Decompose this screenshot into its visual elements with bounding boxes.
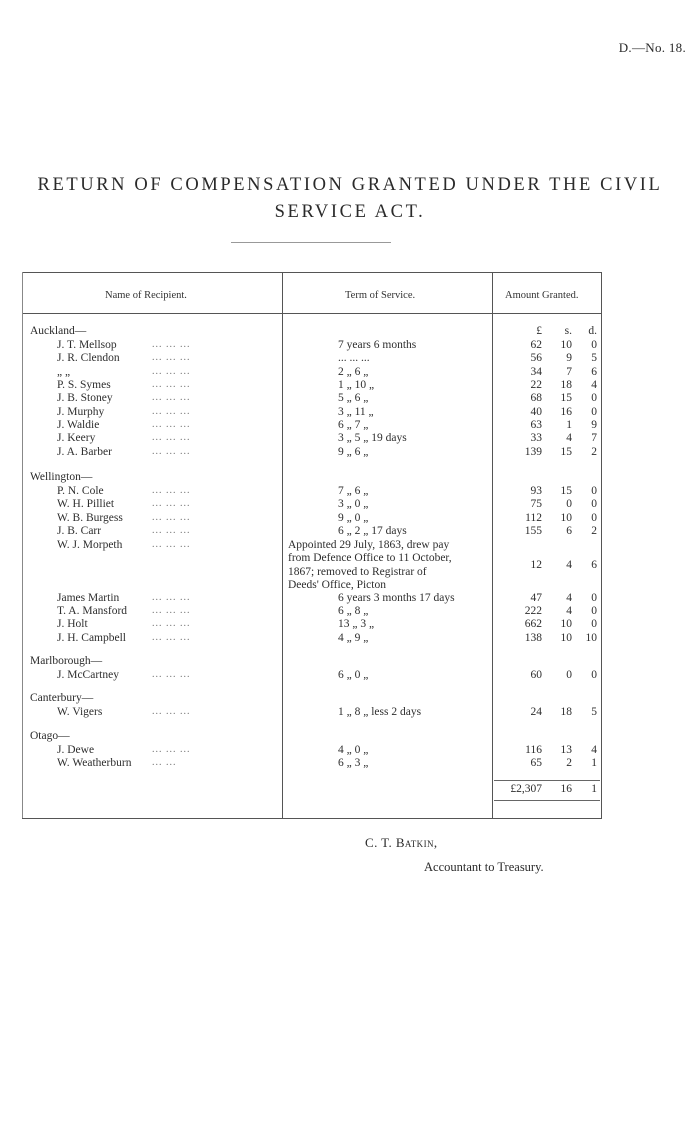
recipient-name: J. Waldie [57, 419, 100, 431]
document-title-line-1: RETURN OF COMPENSATION GRANTED UNDER THE CIVIL [37, 175, 663, 195]
amount-pounds: 112 [525, 512, 542, 524]
column-header-term: Term of Service. [345, 290, 416, 301]
recipient-name: W. B. Burgess [57, 512, 123, 524]
term-of-service: 3 „ 5 „ 19 days [338, 432, 407, 444]
leader-dots: ... ... ... [152, 352, 191, 363]
amount-pounds: 34 [530, 366, 542, 378]
amount-shillings: 9 [566, 352, 572, 364]
term-of-service: 1 „ 10 „ [338, 379, 375, 391]
amount-shillings: 15 [560, 392, 572, 404]
amount-pounds: 222 [524, 605, 542, 617]
leader-dots: ... ... ... [152, 744, 191, 755]
amount-pence: 0 [591, 392, 597, 404]
amount-pounds: 24 [530, 706, 542, 718]
recipient-name: J. B. Stoney [57, 392, 113, 404]
amount-pence: 0 [591, 669, 597, 681]
recipient-name: J. Holt [57, 618, 88, 630]
currency-shillings-header: s. [564, 325, 572, 337]
document-reference: D.—No. 18. [618, 40, 686, 55]
amount-pence: 0 [591, 592, 597, 604]
amount-pence: 5 [591, 352, 597, 364]
recipient-name: J. Dewe [57, 744, 95, 756]
recipient-name: W. Vigers [57, 706, 103, 718]
recipient-name: W. H. Pilliet [57, 498, 115, 510]
leader-dots: ... ... ... [152, 669, 191, 680]
amount-pounds: 662 [524, 618, 542, 630]
total-rule-top [494, 780, 600, 781]
amount-shillings: 7 [566, 366, 572, 378]
leader-dots: ... ... [152, 757, 177, 768]
signatory-title: Accountant to Treasury. [424, 860, 544, 874]
amount-pounds: 65 [530, 757, 542, 769]
term-of-service: 7 years 6 months [338, 339, 417, 351]
amount-shillings: 4 [566, 432, 572, 444]
term-of-service: 6 years 3 months 17 days [338, 592, 455, 604]
table-header-separator [22, 313, 602, 314]
leader-dots: ... ... ... [152, 618, 191, 629]
recipient-name: J. Murphy [57, 406, 105, 418]
amount-pence: 6 [591, 559, 597, 571]
total-pounds: £2,307 [510, 783, 542, 795]
amount-pounds: 68 [530, 392, 542, 404]
leader-dots: ... ... ... [152, 379, 191, 390]
term-of-service: 5 „ 6 „ [338, 392, 369, 404]
term-of-service: 13 „ 3 „ [338, 618, 375, 630]
column-divider-3 [601, 272, 602, 818]
group-marlborough: Marlborough— [30, 655, 103, 667]
amount-pounds: 22 [530, 379, 542, 391]
term-of-service: 6 „ 7 „ [338, 419, 369, 431]
group-otago: Otago— [30, 730, 70, 742]
column-divider-2 [492, 272, 493, 818]
recipient-name: W. J. Morpeth [57, 539, 123, 551]
leader-dots: ... ... ... [152, 419, 191, 430]
amount-shillings: 6 [566, 525, 572, 537]
term-of-service: 3 „ 0 „ [338, 498, 369, 510]
amount-shillings: 10 [560, 632, 572, 644]
amount-shillings: 15 [560, 485, 572, 497]
column-divider-1 [282, 272, 283, 818]
group-auckland: Auckland— [30, 325, 87, 337]
recipient-name: James Martin [57, 592, 120, 604]
leader-dots: ... ... ... [152, 446, 191, 457]
amount-pence: 0 [591, 406, 597, 418]
amount-pounds: 63 [530, 419, 542, 431]
amount-pounds: 75 [530, 498, 542, 510]
amount-pence: 9 [591, 419, 597, 431]
amount-pence: 4 [591, 379, 597, 391]
amount-pence: 0 [591, 605, 597, 617]
amount-shillings: 1 [566, 419, 572, 431]
term-of-service: 6 „ 3 „ [338, 757, 369, 769]
amount-pence: 0 [591, 339, 597, 351]
amount-pounds: 155 [524, 525, 542, 537]
recipient-name: W. Weatherburn [57, 757, 132, 769]
signatory-initials: C. T. [365, 835, 396, 850]
amount-pounds: 47 [530, 592, 542, 604]
term-of-service: 4 „ 9 „ [338, 632, 369, 644]
signatory-surname: Batkin, [395, 835, 438, 850]
total-rule-bottom [494, 800, 600, 801]
amount-pence: 5 [591, 706, 597, 718]
recipient-name: „ „ [57, 366, 71, 378]
amount-pence: 1 [591, 757, 597, 769]
amount-shillings: 13 [560, 744, 572, 756]
recipient-name: J. A. Barber [57, 446, 112, 458]
term-of-service-line: from Defence Office to 11 October, [288, 552, 452, 565]
amount-pence: 2 [591, 446, 597, 458]
document-title-line-2: SERVICE ACT. [274, 202, 426, 222]
table-left-border [22, 272, 23, 818]
term-of-service-line: 1867; removed to Registrar of [288, 565, 427, 578]
total-shillings: 16 [560, 783, 572, 795]
amount-pence: 0 [591, 512, 597, 524]
term-of-service: 3 „ 11 „ [338, 406, 374, 418]
recipient-name: J. B. Carr [57, 525, 102, 537]
recipient-name: T. A. Mansford [57, 605, 128, 617]
total-pence: 1 [591, 783, 597, 795]
leader-dots: ... ... ... [152, 525, 191, 536]
amount-shillings: 0 [566, 498, 572, 510]
amount-pounds: 116 [525, 744, 542, 756]
leader-dots: ... ... ... [152, 485, 191, 496]
currency-pounds-header: £ [536, 325, 542, 337]
recipient-name: J. H. Campbell [57, 632, 126, 644]
amount-shillings: 10 [560, 512, 572, 524]
term-of-service: 4 „ 0 „ [338, 744, 369, 756]
term-of-service: 7 „ 6 „ [338, 485, 369, 497]
signatory-name [365, 835, 438, 851]
leader-dots: ... ... ... [152, 339, 191, 350]
amount-pence: 10 [585, 632, 597, 644]
amount-pence: 4 [591, 744, 597, 756]
amount-shillings: 16 [560, 406, 572, 418]
leader-dots: ... ... ... [152, 512, 191, 523]
leader-dots: ... ... ... [152, 539, 191, 550]
column-header-amount: Amount Granted. [505, 290, 579, 301]
recipient-name: J. R. Clendon [57, 352, 120, 364]
amount-shillings: 4 [566, 605, 572, 617]
term-of-service: 6 „ 2 „ 17 days [338, 525, 407, 537]
leader-dots: ... ... ... [152, 632, 191, 643]
amount-pence: 0 [591, 498, 597, 510]
amount-pence: 7 [591, 432, 597, 444]
recipient-name: P. N. Cole [57, 485, 104, 497]
term-of-service: 6 „ 0 „ [338, 669, 369, 681]
recipient-name: J. McCartney [57, 669, 119, 681]
table-top-border [22, 272, 602, 273]
leader-dots: ... ... ... [152, 706, 191, 717]
amount-pounds: 139 [524, 446, 542, 458]
amount-pence: 0 [591, 618, 597, 630]
term-of-service: 1 „ 8 „ less 2 days [338, 706, 422, 718]
term-of-service: 6 „ 8 „ [338, 605, 369, 617]
amount-pence: 2 [591, 525, 597, 537]
amount-pounds: 33 [530, 432, 542, 444]
term-of-service: 9 „ 0 „ [338, 512, 369, 524]
amount-shillings: 2 [566, 757, 572, 769]
term-of-service: 9 „ 6 „ [338, 446, 369, 458]
leader-dots: ... ... ... [152, 392, 191, 403]
title-underline [231, 242, 391, 243]
amount-pounds: 56 [530, 352, 542, 364]
amount-shillings: 10 [560, 618, 572, 630]
term-of-service: ... ... ... [338, 352, 370, 364]
amount-shillings: 18 [560, 706, 572, 718]
leader-dots: ... ... ... [152, 605, 191, 616]
amount-pounds: 40 [530, 406, 542, 418]
amount-pounds: 62 [530, 339, 542, 351]
amount-pounds: 138 [524, 632, 542, 644]
recipient-name: J. T. Mellsop [57, 339, 117, 351]
leader-dots: ... ... ... [152, 406, 191, 417]
term-of-service-line: Deeds' Office, Picton [288, 578, 386, 591]
amount-shillings: 10 [560, 339, 572, 351]
currency-pence-header: d. [588, 325, 597, 337]
amount-pence: 6 [591, 366, 597, 378]
recipient-name: J. Keery [57, 432, 96, 444]
leader-dots: ... ... ... [152, 366, 191, 377]
group-canterbury: Canterbury— [30, 692, 94, 704]
amount-pounds: 60 [530, 669, 542, 681]
group-wellington: Wellington— [30, 471, 93, 483]
amount-shillings: 4 [566, 592, 572, 604]
table-bottom-border [22, 818, 602, 819]
column-header-name: Name of Recipient. [105, 290, 187, 301]
amount-pence: 0 [591, 485, 597, 497]
amount-shillings: 15 [560, 446, 572, 458]
amount-pounds: 12 [530, 559, 542, 571]
amount-shillings: 4 [566, 559, 572, 571]
amount-shillings: 0 [566, 669, 572, 681]
leader-dots: ... ... ... [152, 432, 191, 443]
term-of-service-line: Appointed 29 July, 1863, drew pay [288, 539, 450, 551]
amount-pounds: 93 [530, 485, 542, 497]
leader-dots: ... ... ... [152, 498, 191, 509]
amount-shillings: 18 [560, 379, 572, 391]
term-of-service: 2 „ 6 „ [338, 366, 369, 378]
recipient-name: P. S. Symes [57, 379, 111, 391]
leader-dots: ... ... ... [152, 592, 191, 603]
